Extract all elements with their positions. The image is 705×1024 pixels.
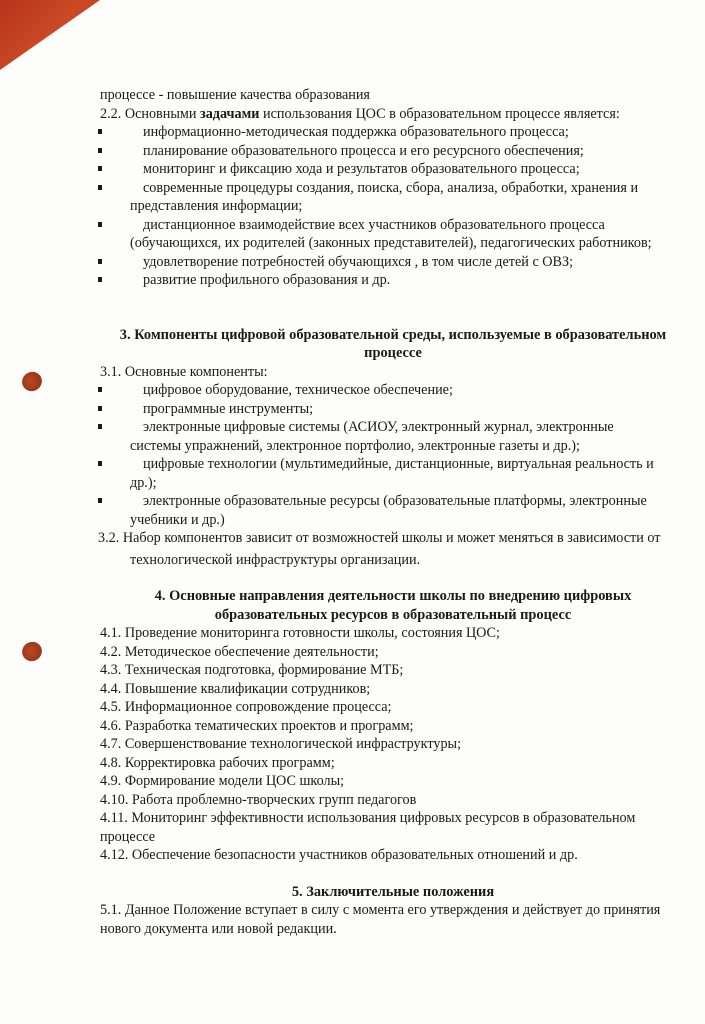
list-item-continuation: процессе xyxy=(100,828,156,845)
tasks-bold-word: задачами xyxy=(200,105,260,122)
bullet-icon xyxy=(98,166,102,171)
list-item: современные процедуры создания, поиска, сбора, анализа, обработки, хранения и представления информации; xyxy=(98,179,670,216)
punch-hole-mark xyxy=(19,368,46,394)
list-item: 4.6. Разработка тематических проектов и программ; xyxy=(100,717,414,734)
directions-list xyxy=(100,624,670,865)
document-page xyxy=(100,86,670,938)
bullet-icon xyxy=(98,129,102,134)
list-item: цифровые технологии (мультимедийные, дистанционные, виртуальная реальность и др.); xyxy=(98,455,670,492)
list-item: 4.10. Работа проблемно-творческих групп педагогов xyxy=(100,791,417,808)
list-item: 4.8. Корректировка рабочих программ; xyxy=(100,754,335,771)
list-item: 4.2. Методическое обеспечение деятельности; xyxy=(100,643,379,660)
list-item: электронные образовательные ресурсы (образовательные платформы, электронные учебники и др.) xyxy=(98,492,670,529)
list-item: дистанционное взаимодействие всех участников образовательного процесса (обучающихся, их родителей (законных представителей), педагогических работников; xyxy=(98,216,670,253)
section-3-heading: 3. Компоненты цифровой образовательной среды, используемые в образовательном процессе xyxy=(119,326,667,361)
list-item: развитие профильного образования и др. xyxy=(98,271,670,290)
list-item: 4.9. Формирование модели ЦОС школы; xyxy=(100,773,345,789)
bullet-icon xyxy=(98,277,102,282)
bullet-icon xyxy=(98,424,102,429)
list-item: программные инструменты; xyxy=(98,400,670,419)
tasks-suffix: использования ЦОС в образовательном процессе является: xyxy=(259,105,620,122)
punch-hole-mark xyxy=(19,638,46,664)
paragraph-continuation: процессе - повышение качества образования xyxy=(100,87,370,103)
bullet-icon xyxy=(98,406,102,411)
bullet-icon xyxy=(98,461,102,466)
tasks-bullet-list xyxy=(98,123,670,290)
list-item: цифровое оборудование, техническое обеспечение; xyxy=(98,381,670,400)
list-item: 4.1. Проведение мониторинга готовности школы, состояния ЦОС; xyxy=(100,625,500,641)
bullet-icon xyxy=(98,259,102,264)
list-item: планирование образовательного процесса и его ресурсного обеспечения; xyxy=(98,142,670,161)
bullet-icon xyxy=(98,498,102,503)
list-item: электронные цифровые системы (АСИОУ, электронный журнал, электронные системы упражнений, электронное портфолио, электронные газеты и др.); xyxy=(98,418,670,455)
list-item: информационно-методическая поддержка образовательного процесса; xyxy=(98,123,670,142)
components-bullet-list xyxy=(98,381,670,529)
section-4-heading: 4. Основные направления деятельности школы по внедрению цифровых образовательных ресурсов в образовательный процесс xyxy=(154,588,632,623)
bullet-icon xyxy=(98,222,102,227)
list-item: 4.7. Совершенствование технологической инфраструктуры; xyxy=(100,736,462,752)
tasks-paragraph xyxy=(100,105,670,124)
section-5-heading: 5. Заключительные положения xyxy=(291,883,495,900)
red-corner-decoration xyxy=(0,0,100,70)
bullet-icon xyxy=(98,387,102,392)
subsection-3-2: 3.2. Набор компонентов зависит от возможностей школы и может меняться в зависимости от технологической инфраструктуры организации. xyxy=(98,530,661,568)
tasks-prefix: 2.2. Основными xyxy=(100,105,200,122)
list-item: мониторинг и фиксацию хода и результатов образовательного процесса; xyxy=(98,160,670,179)
list-item: 4.3. Техническая подготовка, формирование МТБ; xyxy=(100,662,404,678)
subsection-5-1: 5.1. Данное Положение вступает в силу с момента его утверждения и действует до принятия нового документа или новой редакции. xyxy=(100,902,661,937)
bullet-icon xyxy=(98,148,102,153)
subsection-3-1: 3.1. Основные компоненты: xyxy=(100,363,268,380)
list-item: 4.4. Повышение квалификации сотрудников; xyxy=(100,680,371,697)
list-item: 4.11. Мониторинг эффективности использования цифровых ресурсов в образовательном xyxy=(100,810,636,826)
bullet-icon xyxy=(98,185,102,190)
list-item: удовлетворение потребностей обучающихся , в том числе детей с ОВЗ; xyxy=(98,253,670,272)
list-item: 4.12. Обеспечение безопасности участников образовательных отношений и др. xyxy=(100,847,578,863)
list-item: 4.5. Информационное сопровождение процесса; xyxy=(100,699,392,715)
